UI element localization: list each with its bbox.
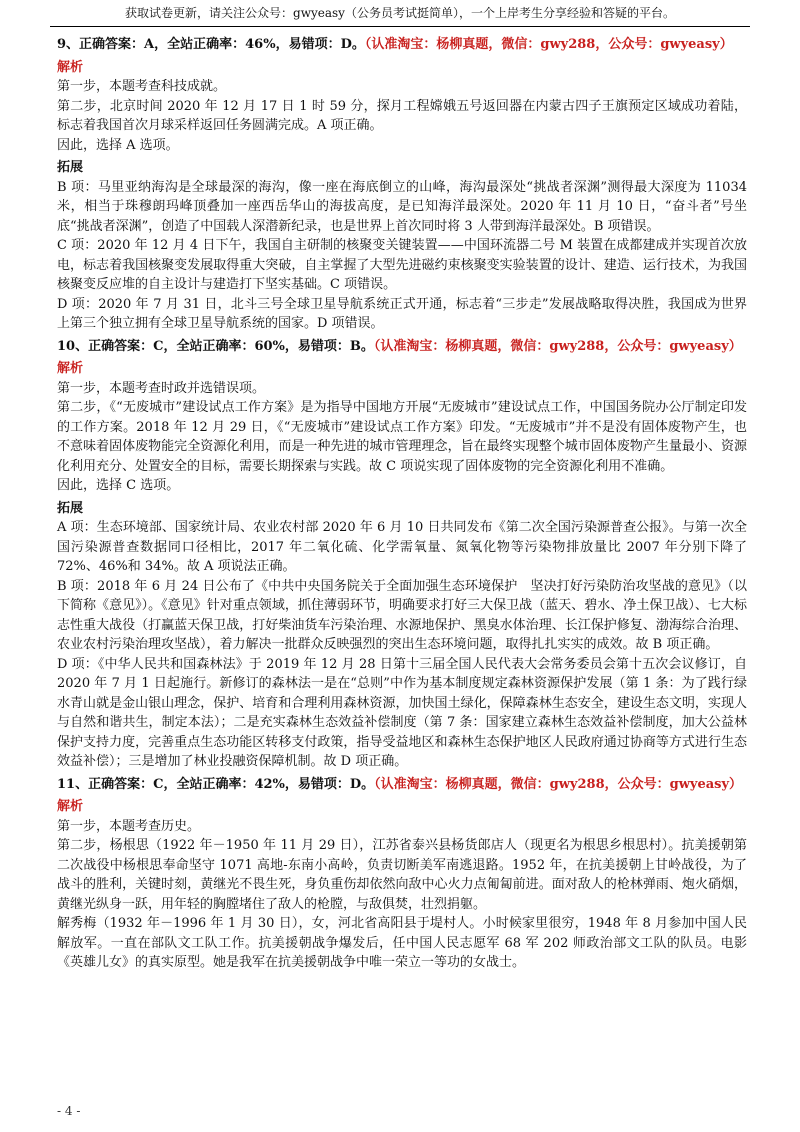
- analysis-step: 第二步，杨根思（1922 年－1950 年 11 月 29 日），江苏省泰兴县杨货郎店人（现更名为根思乡根思村）。抗美援朝第二次战役中杨根思奉命坚守 1071 高地-东南小高岭，负责切断美军南逃退路。1952 年，在抗美援朝上甘岭战役，为了战斗的胜利，关键时刻，黄继光不畏生死，身负重伤却依然向敌中心火力点匍匐前进。面对敌人的枪林弹雨、炮火硝烟，黄继光纵身一跃，用年轻的胸膛堵住了敌人的枪膛，与敌俱焚，壮烈捐躯。: [57, 838, 747, 912]
- promo-text: （认准淘宝：杨柳真题，微信：gwy288，公众号：gwyeasy）: [374, 776, 743, 792]
- answer-summary: 10、正确答案：C，全站正确率：60%，易错项：B。: [57, 338, 374, 354]
- analysis-step: 第一步，本题考查时政并选错误项。: [57, 380, 266, 396]
- analysis-step: 第二步，北京时间 2020 年 12 月 17 日 1 时 59 分，探月工程嫦娥五号返回器在内蒙古四子王旗预定区域成功着陆，标志着我国首次月球采样返回任务圆满完成。A 项正确。: [57, 98, 747, 133]
- question-10-answer-line: [57, 337, 747, 357]
- analysis-heading: 解析: [57, 799, 84, 814]
- page-number: - 4 -: [57, 1104, 81, 1118]
- question-9-answer-line: [57, 35, 747, 55]
- analysis-step: 第二步，《“无废城市”建设试点工作方案》是为指导中国地方开展“无废城市”建设试点工作，中国国务院办公厅制定印发的工作方案。2018 年 12 月 29 日，《“无废城市”建设试点工作方案》印发。“无废城市”并不是没有固体废物产生，也不意味着固体废物能完全资源化利用，而是一种先进的城市管理理念，旨在最终实现整个城市固体废物产生量最小、资源化利用充分、处置安全的目标，需要长期探索与实践。故 C 项说实现了固体废物的完全资源化利用不准确。: [57, 400, 747, 474]
- extension-paragraph: A 项：生态环境部、国家统计局、农业农村部 2020 年 6 月 10 日共同发布《第二次全国污染源普查公报》。与第一次全国污染源普查数据同口径相比，2017 年二氧化硫、化学需氧量、氮氧化物等污染物排放量比 2007 年分别下降了 72%、46%和 34%。故 A 项说法正确。: [57, 520, 747, 574]
- answer-summary: 9、正确答案：A，全站正确率：46%，易错项：D。: [57, 37, 365, 52]
- extension-paragraph: C 项：2020 年 12 月 4 日下午，我国自主研制的核聚变关键装置——中国环流器二号 M 装置在成都建成并实现首次放电，标志着我国核聚变发展取得重大突破，自主掌握了大型先进磁约束核聚变实验装置的设计、建造、运行技术，为我国核聚变反应堆的自主设计与建造打下坚实基础。C 项错误。: [57, 238, 747, 292]
- analysis-step: 第一步，本题考查历史。: [57, 818, 201, 834]
- analysis-conclusion: 因此，选择 A 选项。: [57, 137, 179, 153]
- analysis-heading: 解析: [57, 361, 84, 376]
- analysis-step: 解秀梅（1932 年－1996 年 1 月 30 日），女，河北省高阳县于堤村人。小时候家里很穷，1948 年 8 月参加中国人民解放军。一直在部队文工队工作。抗美援朝战争爆发后，任中国人民志愿军 68 军 202 师政治部文工队的队员。电影《英雄儿女》的真实原型。她是我军在抗美援朝战争中唯一荣立一等功的女战士。: [57, 916, 747, 970]
- analysis-heading: 解析: [57, 59, 84, 75]
- answer-summary: 11、正确答案：C，全站正确率：42%，易错项：D。: [57, 776, 375, 792]
- analysis-conclusion: 因此，选择 C 选项。: [57, 478, 180, 493]
- analysis-step: 第一步，本题考查科技成就。: [57, 79, 227, 94]
- extension-paragraph: D 项：《中华人民共和国森林法》于 2019 年 12 月 28 日第十三届全国人民代表大会常务委员会第十五次会议修订，自 2020 年 7 月 1 日起施行。新修订的森林法一是在“总则”中作为基本制度规定森林资源保护发展（第 1 条：为了践行绿水青山就是金山银山理念，保护、培育和合理利用森林资源，加快国土绿化，保障森林生态安全，建设生态文明，实现人与自然和谐共生，制定本法）；二是充实森林生态效益补偿制度（第 7 条：国家建立森林生态效益补偿制度，加大公益林保护支持力度，完善重点生态功能区转移支付政策，指导受益地区和森林生态保护地区人民政府通过协商等方式进行生态效益补偿）；三是增加了林业投融资保障机制。故 D 项正确。: [57, 656, 747, 769]
- promo-text: （认准淘宝：杨柳真题，微信：gwy288，公众号：gwyeasy）: [373, 338, 742, 354]
- question-11-answer-line: [57, 775, 747, 795]
- promo-text: （认准淘宝：杨柳真题，微信：gwy288，公众号：gwyeasy）: [364, 37, 733, 52]
- extension-paragraph: D 项：2020 年 7 月 31 日，北斗三号全球卫星导航系统正式开通，标志着“三步走”发展战略取得决胜，我国成为世界上第三个独立拥有全球卫星导航系统的国家。D 项错误。: [57, 296, 747, 331]
- extension-paragraph: B 项：2018 年 6 月 24 日公布了《中共中央国务院关于全面加强生态环境保护 坚决打好污染防治攻坚战的意见》（以下简称《意见》）。《意见》针对重点领域，抓住薄弱环节，明确要求打好三大保卫战（蓝天、碧水、净土保卫战）、七大标志性重大战役（打赢蓝天保卫战，打好柴油货车污染治理、水源地保护、黑臭水体治理、长江保护修复、渤海综合治理、农业农村污染治理攻坚战），着力解决一批群众反映强烈的突出生态环境问题，取得扎扎实实的成效。故 B 项正确。: [57, 578, 747, 652]
- page-header: 获取试卷更新，请关注公众号：gwyeasy（公务员考试挺简单），一个上岸考生分享经验和答疑的平台。: [50, 0, 750, 27]
- extension-paragraph: B 项：马里亚纳海沟是全球最深的海沟，像一座在海底倒立的山峰，海沟最深处“挑战者深渊”测得最大深度为 11034 米，相当于珠穆朗玛峰顶叠加一座西岳华山的海拔高度，是已知海洋最深处。2020 年 11 月 10 日，“奋斗者”号坐底“挑战者深渊”，创造了中国载人深潜新纪录，也是世界上首次同时将 3 人带到海洋最深处。B 项错误。: [57, 179, 747, 234]
- extension-heading: 拓展: [57, 160, 84, 175]
- extension-heading: 拓展: [57, 500, 84, 516]
- document-body: [57, 32, 747, 973]
